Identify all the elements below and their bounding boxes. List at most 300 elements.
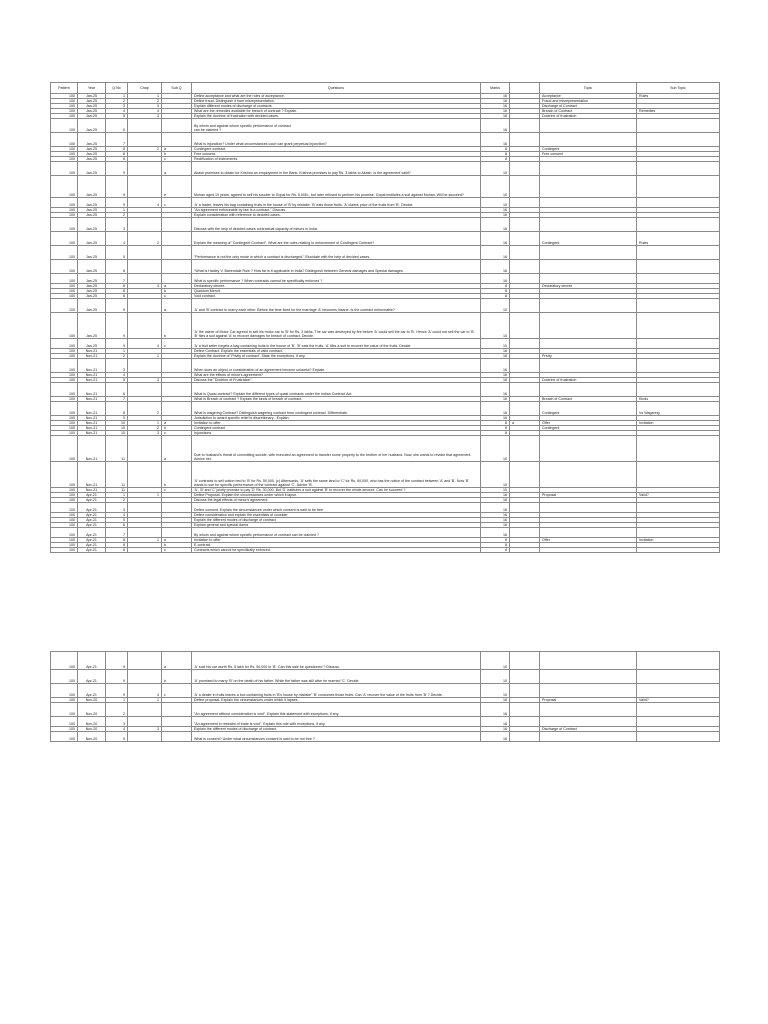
cell-question: Define consideration and explain the essentials of consider [192,513,481,518]
cell-subtopic [637,260,720,274]
cell-pattern: 100 [51,313,78,339]
cell-year: Apr-21 [78,543,106,548]
cell-qno: 3 [106,104,128,109]
cell-year: Apr-21 [78,523,106,528]
cell-chap [128,218,162,232]
cell-marks: 16 [481,373,510,378]
cell-pattern: 100 [51,528,78,538]
cell-pattern: 100 [51,402,78,416]
cell-pattern: 100 [51,652,78,670]
table-row [51,703,720,717]
cell-marks: 10 [481,684,510,698]
cell-qno: 5 [106,246,128,260]
cell-question: Explain the different modes of discharge of contract. [192,727,481,732]
cell-extra [510,162,540,176]
cell-year: Jan-25 [78,176,106,198]
cell-topic [540,133,637,147]
cell-question: Injunctions [192,431,481,436]
cell-extra [510,436,540,462]
cell-question: Mohan aged 19 years, agreed to sell his scooter to Gopal for Rs. 5,000/-, but later refused to perform his promise. Gopal institutes a suit against Mohan. Will he succeed? [192,176,481,198]
cell-marks: 16 [481,703,510,717]
cell-subtopic [637,684,720,698]
cell-marks: 16 [481,104,510,109]
cell-question: Explain different modes of discharge of contracts. [192,104,481,109]
cell-year: Jan-25 [78,208,106,213]
cell-pattern: 100 [51,104,78,109]
cell-chap [128,436,162,462]
cell-pattern: 100 [51,208,78,213]
cell-subq: c [162,684,192,698]
cell-chap: 3 [128,114,162,119]
cell-subq [162,359,192,373]
cell-pattern: 100 [51,359,78,373]
cell-extra [510,652,540,670]
cell-subtopic [637,218,720,232]
cell-pattern: 100 [51,670,78,684]
cell-chap [128,717,162,727]
cell-qno: 8 [106,289,128,294]
cell-extra [510,703,540,717]
cell-year: Jan-25 [78,289,106,294]
cell-chap [128,383,162,397]
cell-year: Jan-25 [78,299,106,313]
cell-question: Explain the doctrine of frustration with decided cases. [192,114,481,119]
cell-extra [510,528,540,538]
spreadsheet-page-2 [50,651,719,742]
cell-extra [510,313,540,339]
cell-marks: 8 [481,284,510,289]
cell-chap: 1 [128,421,162,426]
cell-year: Jan-25 [78,284,106,289]
cell-chap [128,732,162,742]
cell-subq [162,232,192,246]
cell-qno: 4 [106,373,128,378]
cell-topic [540,717,637,727]
cell-year: Jan-25 [78,152,106,157]
cell-year: Nov-21 [78,383,106,397]
header-qno: Q.No [106,83,128,94]
cell-subq: b [162,152,192,157]
cell-question: Declaratory decree. [192,284,481,289]
cell-qno: 6 [106,260,128,274]
cell-year: Nov-21 [78,402,106,416]
cell-year: Jan-25 [78,109,106,114]
cell-subtopic [637,732,720,742]
cell-subq: c [162,431,192,436]
table-row [51,528,720,538]
cell-extra [510,218,540,232]
cell-topic [540,260,637,274]
table-row [51,684,720,698]
cell-year: Apr-21 [78,503,106,513]
cell-marks: 10 [481,488,510,493]
cell-chap [128,528,162,538]
cell-marks: 10 [481,436,510,462]
cell-chap [128,670,162,684]
cell-extra [510,339,540,349]
cell-chap [128,274,162,284]
cell-topic [540,162,637,176]
cell-subtopic [637,198,720,208]
header-topic: Topic [540,83,637,94]
cell-pattern: 100 [51,543,78,548]
cell-marks: 10 [481,176,510,198]
cell-qno: 6 [106,119,128,133]
cell-question: Define Contract. Explain the essentials of valid contract. [192,349,481,354]
cell-pattern: 100 [51,152,78,157]
cell-year: Nov-20 [78,727,106,732]
cell-subtopic [637,359,720,373]
cell-year: Nov-21 [78,397,106,402]
cell-subq: a [162,284,192,289]
cell-qno: 6 [106,523,128,528]
cell-extra [510,232,540,246]
cell-topic [540,218,637,232]
cell-marks: 8 [481,294,510,299]
cell-subq: c [162,294,192,299]
cell-marks: 8 [481,543,510,548]
cell-pattern: 100 [51,493,78,498]
cell-pattern: 100 [51,99,78,104]
cell-subtopic: Remedies [637,109,720,114]
cell-subq: a [162,436,192,462]
cell-pattern: 100 [51,147,78,152]
cell-marks: 10 [481,313,510,339]
cell-marks: 8 [481,147,510,152]
cell-year: Nov-20 [78,732,106,742]
cell-subtopic: Valid? [637,493,720,498]
cell-extra [510,260,540,274]
cell-subq: c [162,339,192,349]
cell-pattern: 100 [51,354,78,359]
cell-marks: 16 [481,218,510,232]
cell-qno: 5 [106,378,128,383]
cell-marks: 16 [481,354,510,359]
table-row [51,462,720,488]
cell-question: Define consent. Explain the circumstances under which consent is said to be free [192,503,481,513]
cell-marks: 16 [481,260,510,274]
cell-subq [162,503,192,513]
cell-pattern: 100 [51,397,78,402]
cell-marks: 16 [481,503,510,513]
cell-pattern: 100 [51,538,78,543]
table-row [51,503,720,513]
cell-chap [128,260,162,274]
cell-pattern: 100 [51,717,78,727]
cell-extra: a [510,421,540,426]
cell-topic [540,274,637,284]
cell-chap: 3 [128,431,162,436]
cell-qno: 11 [106,462,128,488]
cell-year: Jan-25 [78,119,106,133]
cell-pattern: 100 [51,548,78,553]
cell-qno: 7 [106,133,128,147]
cell-subq: b [162,313,192,339]
cell-marks: 16 [481,109,510,114]
cell-year: Jan-25 [78,147,106,152]
cell-qno: 9 [106,176,128,198]
cell-marks: 10 [481,299,510,313]
cell-qno: 9 [106,670,128,684]
cell-pattern: 100 [51,246,78,260]
cell-subq: b [162,543,192,548]
cell-extra [510,670,540,684]
cell-year: Apr-21 [78,538,106,543]
cell-subtopic [637,339,720,349]
cell-chap [128,119,162,133]
header-blank [510,83,540,94]
table-row [51,717,720,727]
cell-marks: 16 [481,528,510,538]
cell-topic [540,548,637,553]
cell-year: Jan-25 [78,232,106,246]
cell-subq: b [162,462,192,488]
cell-subq [162,732,192,742]
cell-pattern: 100 [51,274,78,284]
cell-year: Jan-25 [78,162,106,176]
cell-year: Jan-25 [78,104,106,109]
cell-question: What is specific performance ? When contracts cannot be specifically enforced ? [192,274,481,284]
cell-year: Nov-21 [78,488,106,493]
cell-qno: 8 [106,284,128,289]
cell-subtopic [637,119,720,133]
cell-question: "What is Hadley V. Baxendale Rule ? How far is it applicable in India? Distinguish between General damages and Special damages. [192,260,481,274]
cell-topic [540,313,637,339]
cell-qno: 9 [106,299,128,313]
cell-marks: 16 [481,274,510,284]
cell-pattern: 100 [51,133,78,147]
cell-marks: 8 [481,152,510,157]
cell-chap [128,313,162,339]
cell-marks: 10 [481,162,510,176]
cell-question: What is consent? Under what circumstances consent is said to be not free ? [192,732,481,742]
cell-marks: 8 [481,289,510,294]
cell-subtopic [637,313,720,339]
cell-subq [162,133,192,147]
cell-subtopic [637,176,720,198]
cell-marks: 8 [481,548,510,553]
cell-qno: 9 [106,416,128,421]
cell-topic [540,359,637,373]
cell-qno: 3 [106,218,128,232]
cell-topic: Contingent [540,232,637,246]
cell-chap: 4 [128,684,162,698]
cell-question: Explain the doctrine of 'Privity of contract'. State the exceptions, if any. [192,354,481,359]
table-row [51,402,720,416]
cell-topic: Discharge of Contract [540,727,637,732]
cell-marks: 16 [481,523,510,528]
cell-question: Rectification of instruments. [192,157,481,162]
cell-subq: b [162,670,192,684]
cell-qno: 8 [106,402,128,416]
cell-qno: 4 [106,109,128,114]
cell-marks: 16 [481,698,510,703]
cell-marks: 8 [481,421,510,426]
cell-pattern: 100 [51,349,78,354]
cell-subtopic: Rules [637,232,720,246]
cell-question: 'A' a dealer in fruits leaves a box containing fruits in 'B's house by mistake" 'B' consumes those fruits. Can 'A' recover the value of the fruits from 'B' ? Decide. [192,684,481,698]
cell-subq: b [162,426,192,431]
cell-marks: 16 [481,246,510,260]
cell-pattern: 100 [51,289,78,294]
cell-year: Nov-20 [78,703,106,717]
cell-chap: 1 [128,698,162,703]
cell-marks: 8 [481,538,510,543]
cell-marks: 10 [481,339,510,349]
cell-topic [540,176,637,198]
cell-question: What are the effects of minor's agreement? [192,373,481,378]
cell-subq [162,383,192,397]
cell-chap: 1 [128,538,162,543]
cell-pattern: 100 [51,698,78,703]
header-year: Year [78,83,106,94]
cell-marks: 10 [481,670,510,684]
table-row [51,246,720,260]
cell-subtopic: Invitation [637,421,720,426]
cell-pattern: 100 [51,218,78,232]
cell-year: Jan-25 [78,198,106,208]
cell-extra [510,732,540,742]
cell-question: Define Proposal. Explain the circumstances under which it lapse. [192,493,481,498]
cell-extra [510,359,540,373]
cell-subtopic [637,717,720,727]
cell-question: What is Breach of contract ? Explain the kinds of breach of contract. [192,397,481,402]
cell-chap: 3 [128,104,162,109]
cell-marks: 8 [481,431,510,436]
cell-question: Invitation to offer [192,538,481,543]
questions-table-2 [50,651,720,742]
cell-chap: 1 [128,354,162,359]
cell-year: Nov-21 [78,416,106,421]
cell-chap: 3 [128,284,162,289]
cell-subtopic: Kinds [637,397,720,402]
cell-question: Explain the meaning of "Contingent Contract". What are the rules relating to enforcement of Contingent Contract? [192,232,481,246]
cell-pattern: 100 [51,426,78,431]
cell-question: E-contract [192,543,481,548]
cell-topic: Declaratory decree [540,284,637,289]
cell-subtopic [637,528,720,538]
cell-topic [540,684,637,698]
cell-qno: 5 [106,518,128,523]
cell-extra [510,198,540,208]
cell-marks: 16 [481,208,510,213]
cell-qno: 8 [106,157,128,162]
cell-qno: 7 [106,274,128,284]
cell-marks: 16 [481,94,510,99]
cell-topic [540,670,637,684]
table-row [51,339,720,349]
cell-year: Nov-20 [78,717,106,727]
cell-pattern: 100 [51,462,78,488]
cell-pattern: 100 [51,339,78,349]
cell-year: Apr-21 [78,670,106,684]
cell-qno: 1 [106,94,128,99]
cell-marks: 8 [481,157,510,162]
cell-pattern: 100 [51,232,78,246]
cell-marks: 16 [481,119,510,133]
cell-topic: Free consent [540,152,637,157]
table-body-1 [51,94,720,553]
cell-marks: 16 [481,513,510,518]
cell-extra [510,274,540,284]
cell-extra [510,383,540,397]
cell-subq [162,260,192,274]
cell-year: Apr-21 [78,652,106,670]
cell-chap [128,299,162,313]
cell-pattern: 100 [51,284,78,289]
cell-qno: 9 [106,313,128,339]
cell-year: Jan-25 [78,339,106,349]
cell-extra [510,684,540,698]
cell-year: Jan-25 [78,213,106,218]
cell-qno: 2 [106,703,128,717]
cell-question: 'A' the owner of Motor Car agreed to sell his motor car to 'B' for Rs. 2 lakhs. The car was destroyed by fire before 'A' could sell the car to 'B'. Hence 'A' could not sell the car to 'B'. 'B' files a suit against 'A' to recover damages for breach of contract. Decide. [192,313,481,339]
cell-pattern: 100 [51,114,78,119]
cell-pattern: 100 [51,373,78,378]
cell-pattern: 100 [51,109,78,114]
cell-question: By whom and against whom specific performance of contract can be claimed ? [192,528,481,538]
table-row [51,133,720,147]
cell-chap: 3 [128,378,162,383]
cell-topic: Acceptance [540,94,637,99]
cell-question: "An agreement without consideration is void". Explain this statement with exceptions, if any. [192,703,481,717]
cell-question: "Performance is not the only mode in which a contract is discharged." Elucidate with the help of decided cases. [192,246,481,260]
cell-topic [540,383,637,397]
cell-question: What are the remedies available for breach of contract ? Explain. [192,109,481,114]
cell-chap: 2 [128,232,162,246]
cell-topic: Breach of Contract [540,109,637,114]
cell-year: Nov-21 [78,431,106,436]
cell-marks: 16 [481,383,510,397]
cell-question: When does an object or consideration of an agreement become unlawful? Explain. [192,359,481,373]
cell-marks: 16 [481,416,510,421]
cell-extra [510,299,540,313]
header-subq: Sub Q [162,83,192,94]
table-row [51,670,720,684]
cell-qno: 1 [106,208,128,213]
cell-qno: 2 [106,99,128,104]
cell-subtopic [637,548,720,553]
cell-extra [510,717,540,727]
table-row [51,260,720,274]
cell-topic [540,299,637,313]
cell-extra [510,548,540,553]
cell-qno: 1 [106,349,128,354]
cell-marks: 16 [481,717,510,727]
cell-topic: Offer [540,421,637,426]
cell-qno: 10 [106,421,128,426]
cell-subtopic: Valid? [637,698,720,703]
cell-topic [540,198,637,208]
cell-qno: 11 [106,436,128,462]
cell-chap: 2 [128,426,162,431]
cell-marks: 16 [481,213,510,218]
cell-marks: 8 [481,426,510,431]
header-marks: Marks [481,83,510,94]
cell-topic [540,732,637,742]
cell-question: Quantum Meruit. [192,289,481,294]
cell-pattern: 100 [51,157,78,162]
cell-question: Define fraud. Distinguish it from misrepresentation. [192,99,481,104]
table-row [51,652,720,670]
cell-marks: 16 [481,493,510,498]
cell-marks: 10 [481,652,510,670]
cell-question: Define proposal. Explain the circumstances under which it lapses. [192,698,481,703]
cell-subtopic [637,383,720,397]
cell-year: Apr-21 [78,528,106,538]
cell-question: Explain the different modes of discharge of contract [192,518,481,523]
cell-subq: c [162,548,192,553]
